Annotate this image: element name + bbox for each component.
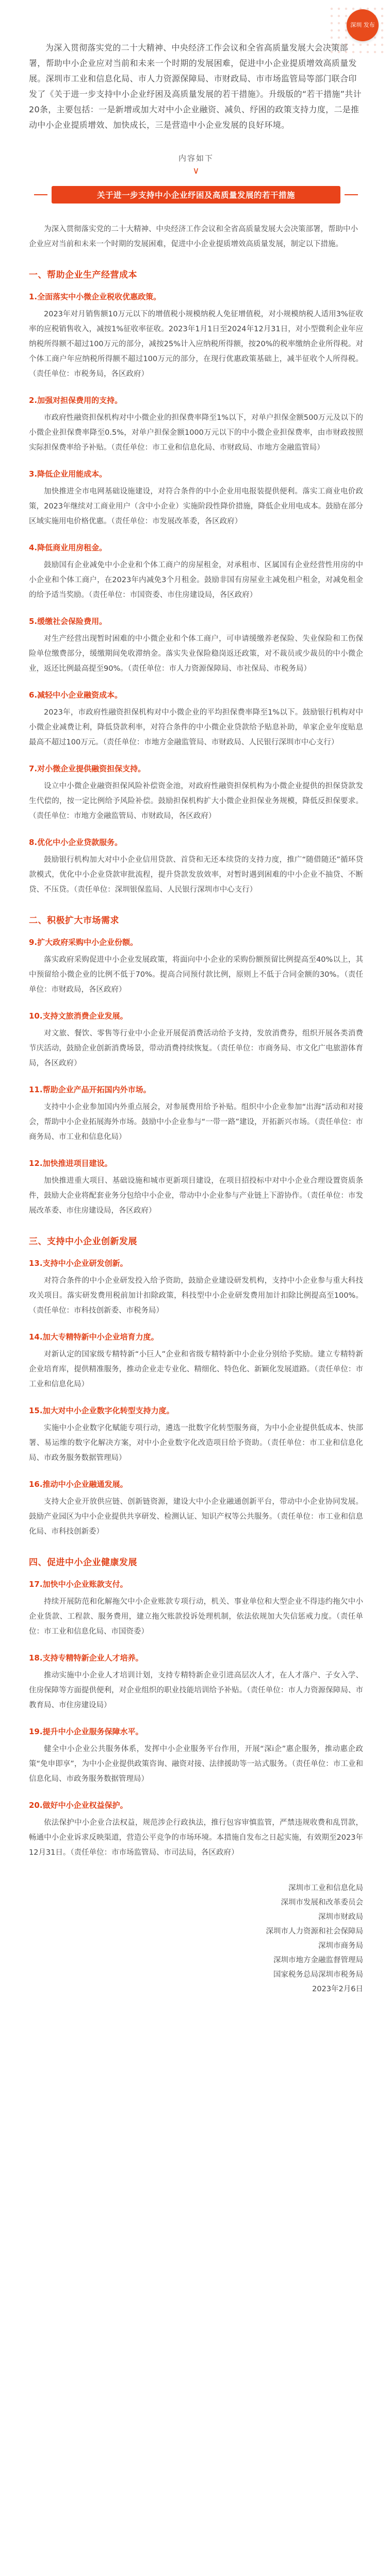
measure-body: 实施中小企业数字化赋能专项行动，遴选一批数字化转型服务商，为中小企业提供低成本、快部署、易运维的数字化解决方案，对中小企业数字化改造项目给予资助。（责任单位：市工业和信息化局、市政务服务数据管理局） [29, 1424, 363, 1462]
section-title: 四、促进中小企业健康发展 [29, 1557, 137, 1568]
section-title: 二、积极扩大市场需求 [29, 916, 119, 926]
measure-item [29, 1156, 363, 1218]
measure-title: 7.对小微企业提供融资担保支持。 [29, 764, 146, 773]
issuing-agency: 深圳市工业和信息化局 [288, 1884, 363, 1892]
measure-title: 9.扩大政府采购中小企业份额。 [29, 938, 138, 947]
measure-title: 4.降低商业用房租金。 [29, 543, 107, 552]
measure-title: 3.降低企业用能成本。 [29, 469, 107, 479]
measure-item [29, 835, 363, 897]
measure-item [29, 1082, 363, 1145]
measure-body: 推动实施中小企业人才培训计划，支持专精特新企业引进高层次人才，在人才落户、子女入学、住房保障等方面提供便利，对企业组织的职业技能培训给予补贴。（责任单位：市人力资源保障局、市教育局、市住房建设局） [29, 1671, 363, 1709]
issuing-agency: 深圳市人力资源和社会保障局 [266, 1927, 363, 1936]
measure-title: 17.加快中小企业账款支付。 [29, 1580, 128, 1589]
measure-title: 10.支持文旅消费企业发展。 [29, 1011, 128, 1021]
measure-body: 2023年，市政府性融资担保机构对中小微企业的平均担保费率降至1%以下。鼓励银行机构对中小微企业减费让利，降低贷款利率，对符合条件的中小微企业贷款给予贴息补助，单家企业年度贴息最高不超过100万元。（责任单位：市地方金融监管局、市财政局、人民银行深圳市中心支行） [29, 708, 363, 747]
measure-title: 5.缓缴社会保险费用。 [29, 617, 107, 626]
read-more-label: 内容如下 [178, 154, 214, 163]
measure-body: 对生产经营出现暂时困难的中小微企业和个体工商户，可申请缓缴养老保险、失业保险和工伤保险单位缴费部分，缓缴期间免收滞纳金。落实失业保险稳岗返还政策，对不裁员或少裁员的中小微企业，返还比例最高提至90%。（责任单位：市人力资源保障局、市社保局、市税务局） [29, 635, 363, 673]
measure-body: 加快推进重大项目、基础设施和城市更新项目建设，在项目招投标中对中小企业合理设置资质条件，鼓励大企业将配套业务分包给中小企业，带动中小企业参与产业链上下游协作。（责任单位：市发展改革委、市住房建设局，各区政府） [29, 1177, 363, 1215]
measure-body: 对新认定的国家级专精特新“小巨人”企业和省级专精特新中小企业分别给予奖励。建立专精特新企业培育库，提供精准服务，推动企业走专业化、精细化、特色化、新颖化发展道路。（责任单位：市工业和信息化局） [29, 1350, 363, 1388]
measure-item [29, 467, 363, 529]
measure-body: 持续开展防范和化解拖欠中小企业账款专项行动，机关、事业单位和大型企业不得违约拖欠中小企业货款、工程款、服务费用，建立拖欠账款投诉处理机制，依法依规加大失信惩戒力度。（责任单位：市工业和信息化局、市国资委） [29, 1598, 363, 1636]
banner-title: 关于进一步支持中小企业纾困及高质量发展的若干措施 [96, 191, 295, 200]
measure-body: 鼓励国有企业减免中小企业和个体工商户的房屋租金，对承租市、区属国有企业经营性用房的中小企业和个体工商户，在2023年内减免3个月租金。鼓励非国有房屋业主减免租户租金，对减免租金的给予适当奖励。（责任单位：市国资委、市住房建设局，各区政府） [29, 561, 363, 599]
measure-title: 6.减轻中小企业融资成本。 [29, 690, 123, 700]
measure-title: 14.加大专精特新中小企业培育力度。 [29, 1332, 159, 1342]
sections [29, 267, 363, 1860]
read-more [0, 152, 392, 177]
section-title: 一、帮助企业生产经营成本 [29, 270, 137, 280]
measure-body: 市政府性融资担保机构对中小微企业的担保费率降至1%以下，对单户担保金额500万元及以下的小微企业担保费率降至0.5%，对单户担保金额1000万元以下的中小微企业担保费率，由市财政按照实际担保费率给予补贴。（责任单位：市工业和信息化局、市财政局、市地方金融监管局） [29, 414, 363, 452]
title-banner [52, 186, 340, 204]
measure-title: 1.全面落实中小微企业税收优惠政策。 [29, 292, 161, 301]
measure-body: 对符合条件的中小企业研发投入给予资助，鼓励企业建设研发机构，支持中小企业参与重大科技攻关项目。落实研发费用税前加计扣除政策，科技型中小企业研发费用加计扣除比例提高至100%。（责任单位：市科技创新委、市税务局） [29, 1277, 363, 1315]
measure-item [29, 1477, 363, 1539]
chevron-down-icon: ∨ [192, 165, 200, 176]
corner-badge: 深圳 发布 [347, 9, 379, 41]
measure-item [29, 393, 363, 455]
article-body [29, 222, 363, 1996]
measure-title: 8.优化中小企业贷款服务。 [29, 838, 123, 847]
measure-item [29, 761, 363, 824]
issuing-agency: 国家税务总局深圳市税务局 [273, 1971, 363, 1979]
issuing-agency: 深圳市地方金融监督管理局 [273, 1956, 363, 1964]
measure-body: 健全中小企业公共服务体系，发挥中小企业服务平台作用，开展“深i企”惠企服务，推动惠企政策“免申即享”，为中小企业提供政策咨询、融资对接、法律援助等一站式服务。（责任单位：市工业和信息化局、市政务服务数据管理局） [29, 1745, 363, 1783]
measure-body: 鼓励银行机构加大对中小企业信用贷款、首贷和无还本续贷的支持力度，推广“随借随还”循环贷款模式，优化中小企业贷款审批流程，提升贷款发放效率，对暂时遇到困难的中小企业不抽贷、不断贷、不压贷。（责任单位：深圳银保监局、人民银行深圳市中心支行） [29, 856, 363, 894]
intro-paragraph: 为深入贯彻落实党的二十大精神、中央经济工作会议和全省高质量发展大会决策部署，帮助中小企业应对当前和未来一个时期的发展困难，促进中小企业提质增效高质量发展。深圳市工业和信息化局、市人力资源保障局、市财政局、市市场监管局等部门联合印发了《关于进一步支持中小企业纾困及高质量发展的若干措施》。升级版的“若干措施”共计20条，主要包括：一是新增或加大对中小企业融资、减负、纾困的政策支持力度，二是推动中小企业提质增效、加快成长，三是营造中小企业发展的良好环境。 [29, 43, 362, 130]
measure-item [29, 1798, 363, 1860]
measure-item [29, 1651, 363, 1713]
measure-item [29, 1330, 363, 1392]
measure-title: 2.加强对担保费用的支持。 [29, 396, 123, 405]
measure-body: 设立中小微企业融资担保风险补偿资金池，对政府性融资担保机构为小微企业提供的担保贷款发生代偿的，按一定比例给予风险补偿。鼓励担保机构扩大小微企业担保业务规模，降低反担保要求。（责任单位：市地方金融监管局、市财政局，各区政府） [29, 782, 363, 820]
measure-title: 19.提升中小企业服务保障水平。 [29, 1727, 143, 1736]
measure-title: 20.做好中小企业权益保护。 [29, 1801, 128, 1810]
measure-title: 13.支持中小企业研发创新。 [29, 1259, 128, 1268]
measure-item [29, 1403, 363, 1466]
measure-item [29, 290, 363, 382]
issuing-agency: 深圳市财政局 [318, 1913, 363, 1921]
measure-item [29, 1009, 363, 1071]
measure-item [29, 1256, 363, 1318]
issuing-agency: 深圳市发展和改革委员会 [281, 1899, 363, 1907]
measure-title: 18.支持专精特新企业人才培养。 [29, 1653, 143, 1663]
measure-item [29, 540, 363, 603]
issuing-agency: 深圳市商务局 [318, 1942, 363, 1950]
measure-body: 2023年对月销售额10万元以下的增值税小规模纳税人免征增值税，对小规模纳税人适用3%征收率的应税销售收入，减按1%征收率征收。2023年1月1日至2024年12月31日，对小型微利企业年应纳税所得额不超过100万元的部分，减按25%计入应纳税所得额，按20%的税率缴纳企业所得税。对个体工商户年应纳税所得额不超过100万元的部分，在现行优惠政策基础上，减半征收个人所得税。（责任单位：市税务局，各区政府） [29, 310, 363, 378]
measure-body: 支持大企业开放供应链、创新链资源，建设大中小企业融通创新平台，带动中小企业协同发展。鼓励产业园区为中小企业提供共享研发、检测认证、知识产权等公共服务。（责任单位：市工业和信息化局、市科技创新委） [29, 1498, 363, 1536]
measure-item [29, 1724, 363, 1787]
measure-body: 对文旅、餐饮、零售等行业中小企业开展促消费活动给予支持，发放消费券，组织开展各类消费节庆活动，鼓励企业创新消费场景，带动消费持续恢复。（责任单位：市商务局、市文化广电旅游体育局，各区政府） [29, 1029, 363, 1067]
measure-body: 依法保护中小企业合法权益，规范涉企行政执法，推行包容审慎监管，严禁违规收费和乱罚款，畅通中小企业诉求反映渠道，营造公平竞争的市场环境。本措施自发布之日起实施，有效期至2023年12月31日。（责任单位：市市场监管局、市司法局，各区政府） [29, 1819, 363, 1857]
preface: 为深入贯彻落实党的二十大精神、中央经济工作会议和全省高质量发展大会决策部署，帮助中小企业应对当前和未来一个时期的发展困难，促进中小企业提质增效高质量发展，制定以下措施。 [29, 225, 358, 248]
measure-body: 支持中小企业参加国内外重点展会，对参展费用给予补贴。组织中小企业参加“出海”活动和对接会，帮助中小企业拓展海外市场。鼓励中小企业参与“一带一路”建设，开拓新兴市场。（责任单位：市商务局、市工业和信息化局） [29, 1103, 363, 1141]
measure-body: 落实政府采购促进中小企业发展政策，将面向中小企业的采购份额预留比例提高至40%以上，其中预留给小微企业的比例不低于70%。提高合同预付款比例，原则上不低于合同金额的30%。（责任单位：市财政局，各区政府） [29, 956, 363, 994]
measure-title: 15.加大对中小企业数字化转型支持力度。 [29, 1406, 174, 1415]
measure-item [29, 1577, 363, 1639]
measure-title: 11.帮助企业产品开拓国内外市场。 [29, 1085, 151, 1094]
measure-item [29, 688, 363, 750]
measure-title: 12.加快推进项目建设。 [29, 1159, 112, 1168]
measure-item [29, 935, 363, 997]
section-title: 三、支持中小企业创新发展 [29, 1236, 137, 1247]
measure-title: 16.推动中小企业融通发展。 [29, 1480, 128, 1489]
signatures [29, 1881, 363, 1996]
issue-date: 2023年2月6日 [312, 1985, 363, 1993]
measure-item [29, 614, 363, 676]
measure-body: 加快推进全市电网基础设施建设，对符合条件的中小企业用电报装提供便利。落实工商业电价政策，2023年继续对工商业用户（含中小企业）实施阶段性降价措施，降低企业用电成本。鼓励在部分区域实施用电价格优惠。（责任单位：市发展改革委，各区政府） [29, 487, 363, 526]
